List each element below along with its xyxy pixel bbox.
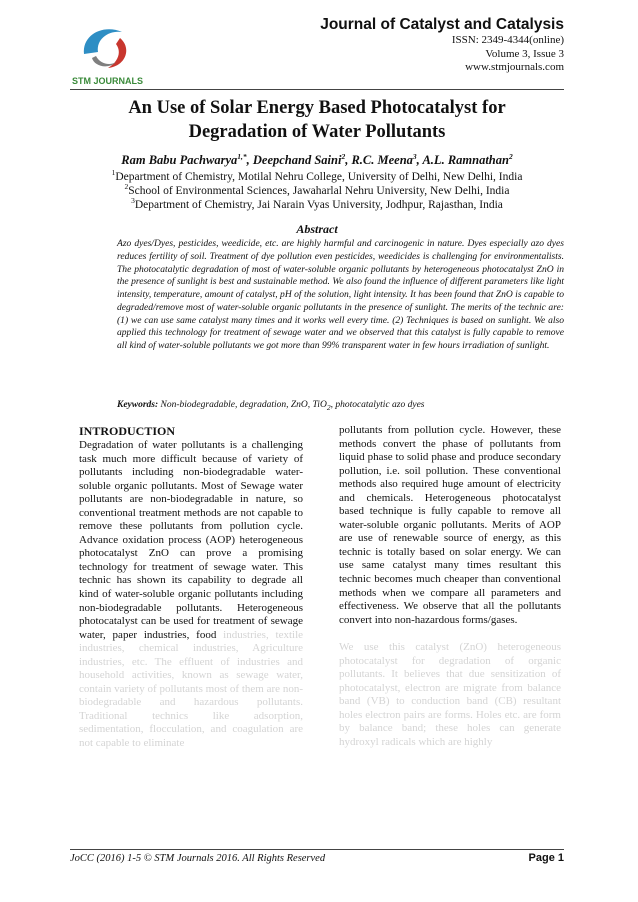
affiliation-3: $^3$Department of Chemistry, Jai Narain Vyas University, Jodhpur, Rajasthan, India	[131, 196, 503, 211]
affiliation-2: $^2$School of Environmental Sciences, Jawaharlal Nehru University, New Delhi, India	[124, 182, 510, 197]
title-line-1: An Use of Solar Energy Based Photocatalyst for	[128, 98, 506, 118]
intro-paragraph-continued: pollutants from pollution cycle. However, these methods convert the phase of pollutants from liquid phase to solid phase and produce secondary pollution, i.e. soil pollution. These conventional methods also required huge amount of electricity and chemicals. Heterogeneous photocatalyst based technique is fully capable to remove all water-soluble organic pollutants. Merits of AOP are use of renewable source of energy, as this technic is totally based on solar energy. We can use same catalyst many times resultant this technic becomes much cheaper than conventional methods when we compare all parameters and effectiveness. We observe that all the pollutants convert into non-hazardous forms/gases.	[339, 424, 561, 626]
author-name: Ram Babu Pachwarya	[121, 153, 238, 167]
footer-citation: JoCC (2016) 1-5 © STM Journals 2016. All Rights Reserved	[70, 853, 326, 864]
faded-preview-text: industries, textile industries, chemical industries, Agriculture industries, etc. The effluent of industries and household activities, known as sewage water, contain variety of pollutants most of them are non-biodegradable and hazardous pollutants. Traditional technics like adsorption, sedimentation, flocculation, and coagulation are not capable to eliminate	[79, 628, 304, 750]
author-name: R.C. Meena	[351, 153, 413, 167]
author-mark: 2	[341, 151, 346, 161]
journal-header	[320, 16, 564, 75]
title-line-2: Degradation of Water Pollutants	[188, 122, 446, 142]
keywords-label: Keywords:	[117, 400, 159, 410]
svg-text:STM JOURNALS: STM JOURNALS	[72, 76, 144, 86]
author-mark: 3	[412, 151, 417, 161]
stm-journals-logo	[70, 18, 150, 88]
affiliation-1: $^1$Department of Chemistry, Motilal Nehru College, University of Delhi, New Delhi, India	[111, 168, 523, 183]
introduction-heading: INTRODUCTION	[79, 424, 176, 438]
stm-logo-icon	[70, 18, 150, 88]
paper-title	[70, 96, 564, 144]
journal-name: Journal of Catalyst and Catalysis	[320, 16, 564, 33]
author-mark: 2	[508, 151, 513, 161]
abstract-heading: Abstract	[296, 222, 338, 236]
intro-paragraph: Degradation of water pollutants is a challenging task much more difficult because of variety of pollutants including non-biodegradable water-soluble organic pollutants. Most of Sewage water pollutants are non-biodegradable in nature, so conventional treatment methods are not capable to remove these pollutants from pollution cycle. Advance oxidation process (AOP) heterogeneous photocatalyst ZnO can prove a promising technology for treatment of sewage water. This technic has shown its capability to degrade all kind of water-soluble organic pollutants including non-biodegradable pollutants. Heterogeneous photocatalyst can be used for treatment of sewage water, paper industries, food industries, textile industries, chemical industries, Agriculture industries, etc. The effluent of industries and household activities, known as sewage water, contain variety of pollutants most of them are non-biodegradable and hazardous pollutants. Traditional technics like adsorption, sedimentation, flocculation, and coagulation are not capable to eliminate	[79, 439, 304, 750]
header-rule	[70, 89, 564, 90]
keywords-list: Non-biodegradable, degradation, ZnO, TiO$_2$, photocatalytic azo dyes	[160, 400, 425, 412]
faded-preview-paragraph: We use this catalyst (ZnO) heterogeneous photocatalyst for degradation of organic pollutants. It believes that due sensitization of photocatalyst, electron are migrate from balance band (VB) to conduction band (CB) resultant holes electron pairs are forms. Holes etc. are form by balance band; these holes can generate hydroxyl radicals which are highly	[339, 641, 561, 749]
author-name: A.L. Ramnathan	[422, 153, 509, 167]
journal-website: www.stmjournals.com	[465, 61, 564, 73]
abstract-text: Azo dyes/Dyes, pesticides, weedicide, etc. are highly harmful and carcinogenic in nature. Dyes especially azo dyes reduces fertility of soil. Treatment of dye pollution even pesticides, weedicides is challenging for environmentalists. The photocatalytic degradation of most of water-soluble organic pollutants by heterogeneous photocatalyst ZnO in the presence of sunlight is best and sustainable method. We also found the influence of different parameters like light intensity, temperature, amount of catalyst, pH of the solution, light intensity. It has been found that ZnO is capable to degraded/remove most of water-soluble organic pollutants in the presence of sunlight. The merits of the technic are: (1) we can use same catalyst many times and it works well every time. (2) Techniques is based on sunlight. We also applied this technology for treatment of sewage water and we observed that this catalyst is fully capable to remove all kind of water-soluble pollutants we got more than 99% transparent water in few hours irradiation of sunlight.	[117, 238, 564, 351]
author-mark: 1,*	[237, 151, 247, 161]
author-name: Deepchand Saini	[252, 153, 342, 167]
journal-volume: Volume 3, Issue 3	[485, 47, 564, 60]
body-left-column	[79, 424, 303, 751]
page-number: Page 1	[528, 852, 564, 864]
keywords	[117, 399, 564, 411]
body-right-column	[339, 424, 561, 750]
author-list: Ram Babu Pachwarya$^{1,*}$, Deepchand Saini$^2$, R.C. Meena$^3$, A.L. Ramnathan$^2$	[121, 151, 513, 167]
journal-issn: ISSN: 2349-4344(online)	[451, 34, 564, 46]
footer-rule	[70, 849, 564, 850]
